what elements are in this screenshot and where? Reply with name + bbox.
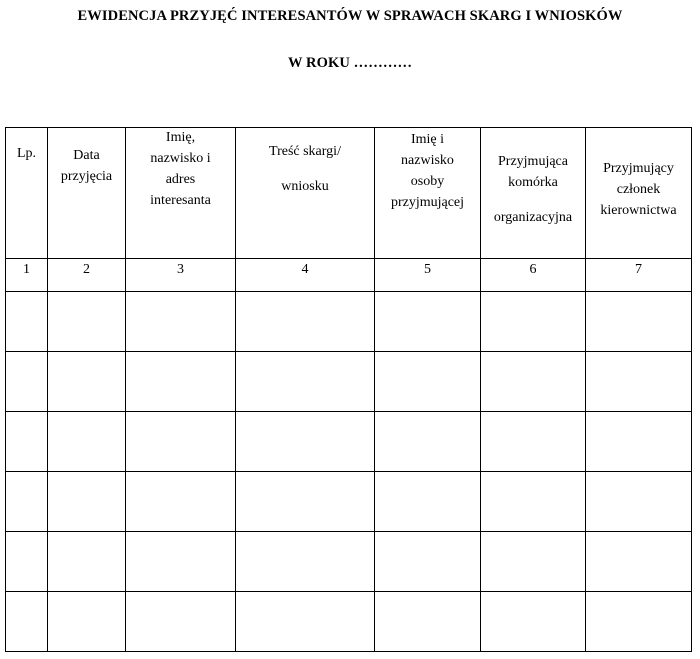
- header-applicant-line: nazwisko i: [150, 151, 211, 166]
- column-number: 6: [481, 259, 586, 292]
- table-cell: [6, 532, 48, 592]
- table-cell: [6, 292, 48, 352]
- table-cell: [375, 472, 481, 532]
- table-row: [6, 592, 692, 652]
- table-cell: [586, 412, 692, 472]
- table-cell: [126, 592, 236, 652]
- table-row: [6, 352, 692, 412]
- header-department-line: komórka: [508, 174, 558, 190]
- header-content: [236, 128, 375, 259]
- table-cell: [48, 472, 126, 532]
- table-cell: [586, 352, 692, 412]
- document-title: EWIDENCJA PRZYJĘĆ INTERESANTÓW W SPRAWACH SKARG I WNIOSKÓW: [77, 8, 623, 24]
- table-cell: [48, 292, 126, 352]
- table-cell: [375, 352, 481, 412]
- header-management: [586, 128, 692, 259]
- column-number: 1: [6, 259, 48, 292]
- header-receiver-line: nazwisko: [401, 152, 454, 168]
- column-number: 3: [126, 259, 236, 292]
- table-cell: [48, 412, 126, 472]
- table-cell: [236, 472, 375, 532]
- table-cell: [126, 412, 236, 472]
- header-applicant: [126, 128, 236, 259]
- table-cell: [6, 412, 48, 472]
- table-cell: [236, 412, 375, 472]
- header-management-line: członek: [616, 181, 661, 197]
- table-row: [6, 472, 692, 532]
- table-cell: [6, 592, 48, 652]
- table-cell: [481, 532, 586, 592]
- document-year-line: W ROKU …………: [287, 55, 413, 71]
- header-date-line: Data: [73, 148, 100, 163]
- header-receiver-line: Imię i: [410, 131, 445, 147]
- header-content-line: Treść skargi/: [269, 144, 341, 159]
- table-cell: [236, 592, 375, 652]
- table-cell: [48, 532, 126, 592]
- table-cell: [48, 352, 126, 412]
- table-cell: [6, 472, 48, 532]
- header-row: [6, 128, 692, 259]
- table-cell: [481, 472, 586, 532]
- header-applicant-line: adres: [165, 172, 196, 187]
- table-row: [6, 292, 692, 352]
- entry-rows: [6, 292, 692, 652]
- table-cell: [236, 292, 375, 352]
- header-management-line: Przyjmujący: [603, 160, 674, 176]
- column-number: 4: [236, 259, 375, 292]
- table-cell: [481, 592, 586, 652]
- register-table: [5, 127, 692, 652]
- header-date-line: przyjęcia: [60, 169, 113, 184]
- column-number: 5: [375, 259, 481, 292]
- header-receiver-line: przyjmującej: [390, 194, 465, 210]
- table-cell: [126, 352, 236, 412]
- table-row: [6, 532, 692, 592]
- table-cell: [375, 592, 481, 652]
- header-receiver: [375, 128, 481, 259]
- header-department-line: Przyjmująca: [498, 153, 568, 169]
- table-cell: [586, 472, 692, 532]
- table-cell: [6, 352, 48, 412]
- table-cell: [586, 592, 692, 652]
- table-cell: [48, 592, 126, 652]
- table-cell: [375, 412, 481, 472]
- table-cell: [126, 292, 236, 352]
- header-receiver-line: osoby: [410, 173, 445, 189]
- table-cell: [586, 292, 692, 352]
- table-cell: [126, 532, 236, 592]
- header-lp: [6, 128, 48, 259]
- header-applicant-line: interesanta: [150, 193, 211, 208]
- table-cell: [236, 532, 375, 592]
- column-number: 2: [48, 259, 126, 292]
- table-cell: [481, 292, 586, 352]
- table-cell: [481, 352, 586, 412]
- table-cell: [375, 292, 481, 352]
- header-management-line: kierownictwa: [600, 202, 677, 218]
- table-cell: [126, 472, 236, 532]
- column-number-row: [6, 259, 692, 292]
- column-number: 7: [586, 259, 692, 292]
- header-department: [481, 128, 586, 259]
- header-department-line: organizacyjna: [493, 209, 573, 225]
- header-date: [48, 128, 126, 259]
- table-row: [6, 412, 692, 472]
- header-content-line: wniosku: [281, 179, 329, 194]
- table-cell: [236, 352, 375, 412]
- table-cell: [586, 532, 692, 592]
- table-cell: [481, 412, 586, 472]
- header-applicant-line: Imię,: [165, 130, 196, 145]
- header-lp-text: Lp.: [16, 146, 37, 161]
- table-cell: [375, 532, 481, 592]
